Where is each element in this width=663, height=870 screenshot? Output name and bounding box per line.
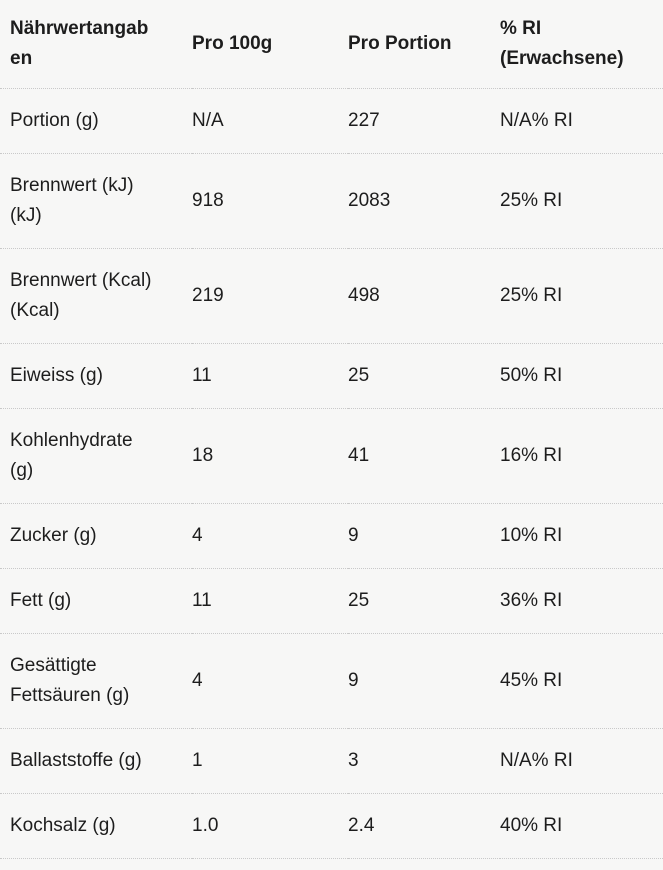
row-label: Portion (g) [10, 110, 99, 131]
value-per-100g: 11 [192, 365, 212, 386]
row-label: Kochsalz (g) [10, 815, 116, 836]
value-per-portion: 3 [348, 750, 359, 771]
row-label: Kohlenhydrate (g) [10, 430, 133, 481]
value-ri: 45% RI [500, 670, 563, 691]
value-ri: 40% RI [500, 815, 563, 836]
table-row-kohlenhydrate [0, 409, 663, 504]
value-per-portion: 41 [348, 445, 370, 466]
value-ri: 25% RI [500, 190, 563, 211]
value-per-100g: 1 [192, 750, 203, 771]
value-per-100g: 219 [192, 285, 224, 306]
table-row-eiweiss [0, 344, 663, 409]
table-row-ballaststoffe [0, 729, 663, 794]
table-row-brennwert-kcal [0, 249, 663, 344]
value-per-portion: 9 [348, 525, 359, 546]
value-per-portion: 9 [348, 670, 359, 691]
column-header-nutrient: Nährwertangaben [10, 18, 149, 69]
value-per-portion: 498 [348, 285, 380, 306]
value-per-portion: 227 [348, 110, 380, 131]
value-per-100g: N/A [192, 110, 224, 131]
value-ri: 36% RI [500, 590, 563, 611]
row-label: Brennwert (kJ) (kJ) [10, 175, 134, 226]
table-row-kochsalz [0, 794, 663, 859]
row-label: Eiweiss (g) [10, 365, 103, 386]
table-row-fett [0, 569, 663, 634]
value-ri: 25% RI [500, 285, 563, 306]
value-per-100g: 4 [192, 670, 203, 691]
row-label: Ballaststoffe (g) [10, 750, 142, 771]
value-per-100g: 18 [192, 445, 214, 466]
nutrition-table-header [0, 0, 663, 89]
row-label: Fett (g) [10, 590, 72, 611]
value-ri: 10% RI [500, 525, 563, 546]
value-ri: 50% RI [500, 365, 563, 386]
column-header-ri-adults: % RI (Erwachsene) [500, 18, 624, 69]
table-row-gesaettigte-fettsaeuren [0, 634, 663, 729]
table-row-brennwert-kj [0, 154, 663, 249]
value-ri: 16% RI [500, 445, 563, 466]
value-ri: N/A% RI [500, 750, 573, 771]
value-ri: N/A% RI [500, 110, 573, 131]
row-label: Zucker (g) [10, 525, 97, 546]
value-per-100g: 918 [192, 190, 224, 211]
value-per-100g: 4 [192, 525, 203, 546]
row-label: Gesättigte Fettsäuren (g) [10, 655, 130, 706]
nutrition-table-body [0, 89, 663, 859]
row-label: Brennwert (Kcal) (Kcal) [10, 270, 152, 321]
value-per-portion: 2.4 [348, 815, 375, 836]
value-per-100g: 11 [192, 590, 212, 611]
table-row-zucker [0, 504, 663, 569]
column-header-per-portion: Pro Portion [348, 33, 452, 54]
value-per-portion: 25 [348, 365, 370, 386]
value-per-100g: 1.0 [192, 815, 219, 836]
value-per-portion: 25 [348, 590, 370, 611]
table-row-portion [0, 89, 663, 154]
header-row [0, 0, 663, 89]
value-per-portion: 2083 [348, 190, 391, 211]
column-header-per-100g: Pro 100g [192, 33, 273, 54]
